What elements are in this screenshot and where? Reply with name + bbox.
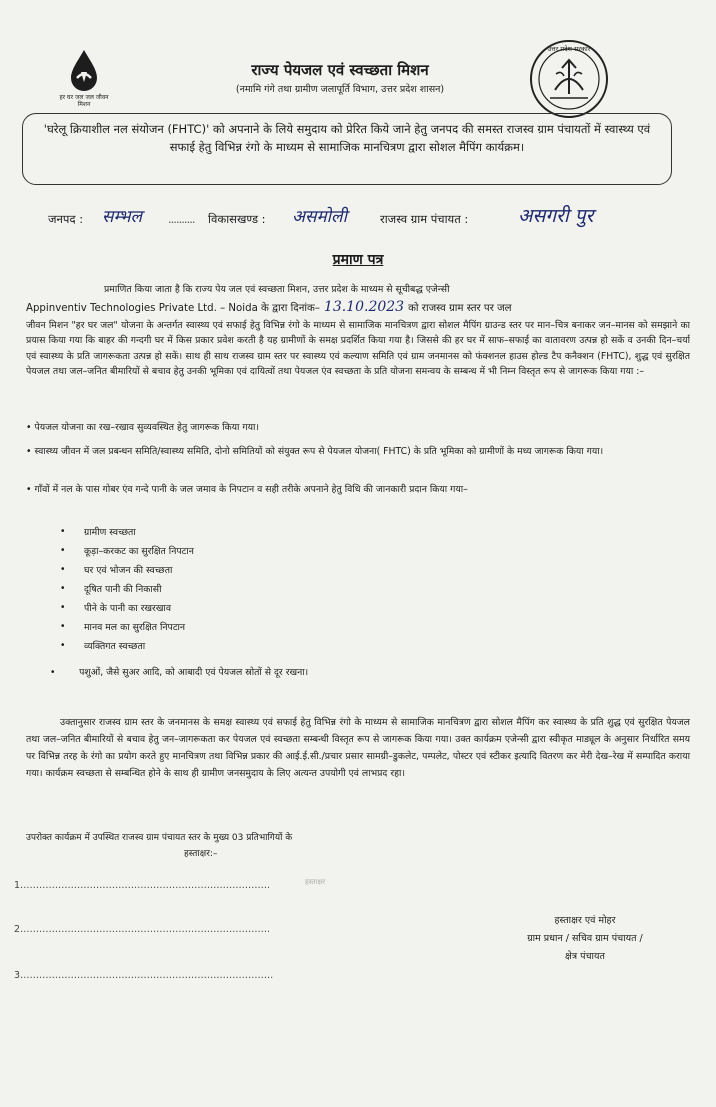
list-item: • मानव मल का सुरक्षित निपटान <box>60 621 186 633</box>
bullet-4 <box>50 665 710 680</box>
bullet-dot: • <box>60 526 66 537</box>
bullet-dot: • <box>60 583 66 594</box>
block-label: विकासखण्ड : <box>208 212 266 226</box>
para1-after-date: को राजस्व ग्राम स्तर पर जल <box>408 303 512 314</box>
para2: उक्तानुसार राजस्व ग्राम स्तर के जनमानस के समक्ष स्वास्थ्य एवं सफाई हेतु विभिन्न रंगो के माध्यम से सामाजिक मानचित्रण द्वारा सोशल मैपिंग कर स्वास्थ्य के प्रति शुद्ध एवं सुरक्षित पेयजल तथा जल–जनित बीमारियों से बचाव हेतु जन–जागरूकता कर पेयजल एवं स्वच्छता सम्बन्धी विस्तृत रूप से जागरूक किया गया। उक्त कार्यक्रम एजेन्सी द्वारा स्वीकृत माड्यूल के अनुसार निर्धारित समय पर विभिन्न तरह के रंगो का प्रयोग करते हुए मानचित्रण तथा विभिन्न प्रकार की आई.ई.सी./प्रचार प्रसार सामग्री–डुकलेट, पम्पलेट, पोस्टर एवं स्टीकर इत्यादि वितरण कर मेरी देख–रेख में सम्पादित कराया गया। कार्यक्रम स्वच्छता से सम्बन्धित होने के साथ ही ग्रामीण जनसमुदाय के लिए अत्यन्त उपयोगी एवं लाभप्रद रहा। <box>26 717 690 779</box>
list-item: • पीने के पानी का रखरखाव <box>60 602 172 614</box>
list-item: • ग्रामीण स्वच्छता <box>60 526 136 538</box>
district-value: सम्भल <box>102 207 143 227</box>
bullet-dot: • <box>60 640 66 651</box>
hygiene-topics-list <box>60 525 460 658</box>
para1-agency-line <box>26 300 690 316</box>
bullet-2 <box>26 444 666 459</box>
signatory-line-1: हस्ताक्षर एवं मोहर <box>554 915 616 926</box>
district-dots: .......... <box>168 212 195 226</box>
block-value: असमोली <box>292 207 347 227</box>
bullet-dot: • <box>26 484 35 495</box>
signatory-line-2: ग्राम प्रधान / सचिव ग्राम पंचायत / <box>527 933 643 944</box>
bullet-1-text: पेयजल योजना का रख–रखाव सुव्यवस्थित हेतु जागरूक किया गया। <box>34 422 259 433</box>
mission-title: राज्य पेयजल एवं स्वच्छता मिशन <box>251 61 429 79</box>
certificate-title: प्रमाण पत्र <box>332 252 384 268</box>
logo-left-caption: हर घर जल जल जीवन मिशन <box>59 94 109 108</box>
bullet-3 <box>26 482 686 497</box>
bullet-1 <box>26 420 686 435</box>
para1-intro: प्रमाणित किया जाता है कि राज्य पेय जल एवं स्वच्छता मिशन, उत्तर प्रदेश के माध्यम से सूचीबद्ध एजेन्सी <box>104 284 450 295</box>
program-date: 13.10.2023 <box>323 299 405 315</box>
logo-right-caption: उत्तर प्रदेश सरकार <box>547 45 591 53</box>
mission-subtitle: (नमामि गंगे तथा ग्रामीण जलापूर्ति विभाग, उत्तर प्रदेश शासन) <box>235 84 445 95</box>
bullet-2-text: स्वास्थ्य जीवन में जल प्रबन्धन समिति/स्वास्थ्य समिति, दोनो समितियों को संयुक्त रूप से पेयजल योजना( FHTC) के प्रति भूमिका को ग्रामीणों के मध्य जागरूक किया गया। <box>34 446 604 457</box>
water-drop-icon <box>67 48 101 92</box>
signatory-block <box>485 912 685 966</box>
bullet-dot: • <box>60 602 66 613</box>
jal-jeevan-mission-logo <box>54 48 114 118</box>
up-government-emblem <box>528 38 610 120</box>
participant-signature-line-1: 1……………………………………………………………………. <box>14 880 271 891</box>
participant-signature-line-2: 2……………………………………………………………………. <box>14 924 271 935</box>
para1-intro-line <box>26 282 690 297</box>
para1-agency: Appinventiv Technologies Private Ltd. – Noida के द्वारा दिनांक– <box>26 303 320 314</box>
participants-signature-label: हस्ताक्षर:– <box>184 849 218 859</box>
bullet-dot: • <box>60 545 66 556</box>
faint-signature-mark: हस्ताक्षर <box>305 878 326 886</box>
bullet-dot: • <box>50 667 80 678</box>
panchayat-label: राजस्व ग्राम पंचायत : <box>380 212 469 226</box>
bullet-dot: • <box>60 621 66 632</box>
district-label: जनपद : <box>48 212 84 226</box>
panchayat-value: असगरी पुर <box>518 205 594 227</box>
bullet-dot: • <box>26 446 35 457</box>
list-item: • व्यक्तिगत स्वच्छता <box>60 640 146 652</box>
para1-body: जीवन मिशन "हर घर जल" योजना के अन्तर्गत स्वास्थ्य एवं सफाई हेतु विभिन्न रंगो के माध्यम से सामाजिक मानचित्रण द्वारा सोशल मैपिंग ग्राउन्ड स्तर पर मान–चित्र बनाकर जन–मानस को समझाने का प्रयास किया गया कि बाहर की गन्दगी घर में किस प्रकार प्रवेश करती है यह ग्रामीणों के समक्ष प्रदर्शित किया गया है। जिससे की हर घर में साफ–सफाई का वातावरण उत्पन्न हो सकें व उनकी दिन–चर्या एवं स्वास्थ्य के प्रति जागरूकता उत्पन्न हो सकें। साथ ही साथ राजस्व ग्राम स्तर पर स्वास्थ्य एवं कल्याण समिति एवं ग्राम जनमानस को फंक्शनल हाउस होल्ड टैप कनैक्शन (FHTC), शुद्ध एवं सुरक्षित पेयजल तथा जल–जनित बीमारियों से बचाव हेतु उनकी भूमिका एवं दायित्वों तथा पेयजल एंव स्वच्छता के प्रति योजना समन्वय के सम्बन्ध में भी निम्न विस्तृत रूप से जागरूक किया गया :– <box>26 320 690 378</box>
participants-heading: उपरोक्त कार्यक्रम में उपस्थित राजस्व ग्राम पंचायत स्तर के मुख्य 03 प्रतिभागियों के <box>26 833 293 843</box>
list-item: • दूषित पानी की निकासी <box>60 583 162 595</box>
program-notice-box: 'घरेलू क्रियाशील नल संयोजन (FHTC)' को अपनाने के लिये समुदाय को प्रेरित किये जाने हेतु जनपद की समस्त राजस्व ग्राम पंचायतों में स्वास्थ्य एवं सफाई हेतु विभिन्न रंगो के माध्यम से सामाजिक मानचित्रण द्वारा सोशल मैपिंग कार्यक्रम। <box>22 113 672 185</box>
location-row <box>40 206 680 232</box>
bullet-dot: • <box>60 564 66 575</box>
bullet-3-text: गाँवों में नल के पास गोबर एंव गन्दे पानी के जल जमाव के निपटान व सही तरीके अपनाने हेतु विधि की जानकारी प्रदान किया गया– <box>34 484 468 495</box>
list-item: • घर एवं भोजन की स्वच्छता <box>60 564 173 576</box>
bullet-dot: • <box>26 422 35 433</box>
signatory-line-3: क्षेत्र पंचायत <box>565 951 605 962</box>
bullet-4-text: पशुओं, जैसे सुअर आदि, को आबादी एवं पेयजल स्रोतों से दूर रखना। <box>79 667 309 678</box>
list-item: • कूड़ा–करकट का सुरक्षित निपटान <box>60 545 194 557</box>
participant-signature-line-3: 3…………………………………………………………………….. <box>14 970 274 981</box>
